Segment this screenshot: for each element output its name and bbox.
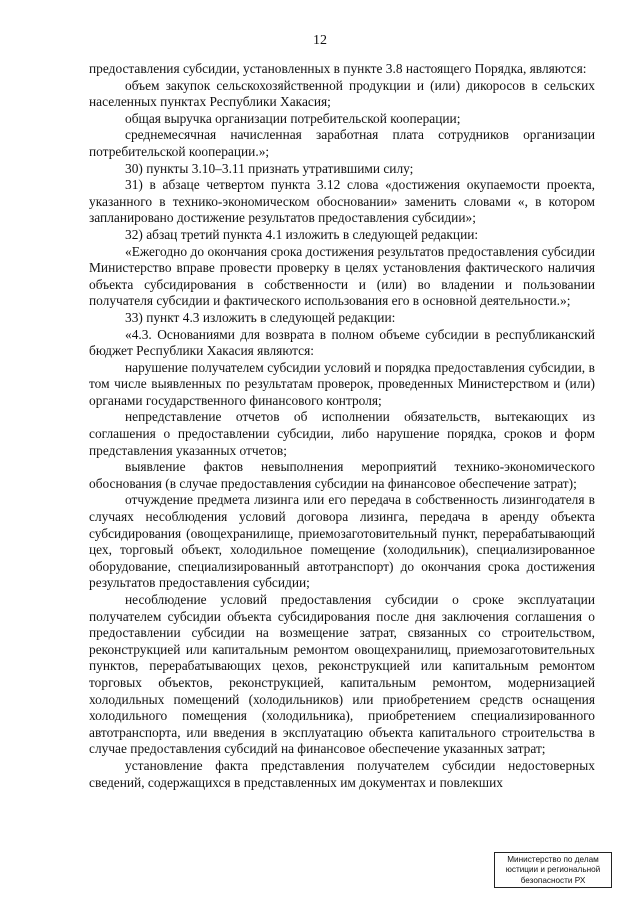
paragraph-12: непредставление отчетов об исполнении обязательств, вытекающих из соглашения о предоставлении субсидии, либо нарушение порядка, сроков и форм представления указанных отчетов; bbox=[89, 409, 595, 458]
page-number: 12 bbox=[313, 33, 327, 48]
stamp-line-2: юстиции и региональной bbox=[505, 865, 601, 875]
paragraph-3: общая выручка организации потребительской кооперации; bbox=[125, 110, 461, 126]
stamp-line-3: безопасности РХ bbox=[520, 875, 586, 885]
ministry-stamp bbox=[494, 852, 612, 888]
paragraph-14: отчуждение предмета лизинга или его передача в собственность лизингодателя в случаях несоблюдения условий договора лизинга, передача в аренду объекта субсидирования (овощехранилище, приемозаготовительный пункт, перерабатывающий цех, торговый объект, холодильное помещение (холодильник), специализированное оборудование, специализированный автотранспорт) до окончания срока достижения результатов предоставления субсидии; bbox=[89, 492, 595, 591]
paragraph-4: среднемесячная начисленная заработная плата сотрудников организации потребительской кооперации.»; bbox=[89, 127, 595, 159]
paragraph-2: объем закупок сельскохозяйственной продукции и (или) дикоросов в сельских населенных пунктах Республики Хакасия; bbox=[89, 77, 595, 110]
document-body bbox=[89, 61, 595, 791]
stamp-line-1: Министерство по делам bbox=[507, 855, 599, 864]
paragraph-11: нарушение получателем субсидии условий и порядка предоставления субсидии, в том числе выявленных по результатам проверок, проведенных Министерством и (или) органами государственного финансового контроля; bbox=[89, 359, 595, 408]
paragraph-1: предоставления субсидии, установленных в пункте 3.8 настоящего Порядка, являются: bbox=[89, 61, 587, 76]
paragraph-9: 33) пункт 4.3 изложить в следующей редакции: bbox=[125, 309, 396, 325]
paragraph-5: 30) пункты 3.10–3.11 признать утратившими силу; bbox=[125, 160, 414, 176]
paragraph-6: 31) в абзаце четвертом пункта 3.12 слова «достижения окупаемости проекта, указанного в технико-экономическом обосновании» заменить словами «, в котором запланировано достижение результатов предоставления субсидии»; bbox=[89, 177, 595, 226]
paragraph-16: установление факта представления получателем субсидии недостоверных сведений, содержащихся в представленных им документах и повлекших bbox=[89, 757, 595, 790]
paragraph-13: выявление фактов невыполнения мероприятий технико-экономического обоснования (в случае предоставления субсидии на финансовое обеспечение затрат); bbox=[89, 459, 595, 491]
paragraph-8: «Ежегодно до окончания срока достижения результатов предоставления субсидии Министерство вправе провести проверку в целях установления фактического наличия объекта субсидирования в собственности и (или) во владении и пользовании получателя субсидии и фактического использования его в основной деятельности.»; bbox=[89, 243, 595, 309]
paragraph-10: «4.3. Основаниями для возврата в полном объеме субсидии в республиканский бюджет Республики Хакасия являются: bbox=[89, 326, 595, 359]
paragraph-15: несоблюдение условий предоставления субсидии о сроке эксплуатации получателем субсидии объекта субсидирования после дня заключения соглашения о предоставлении субсидии на возмещение затрат, связанных со строительством, реконструкцией или капитальным ремонтом овощехранилищ, приемозаготовительных пунктов, перерабатывающих цехов, реконструкцией или капитальным ремонтом торговых объектов, реконструкцией, капитальным ремонтом, модернизацией холодильных помещений (холодильников) или приобретением средств оснащения холодильного помещения (холодильника), приобретением специализированного автотранспорта, или введения в эксплуатацию объекта капитального строительства в случае предоставления субсидий на финансовое обеспечение указанных затрат; bbox=[89, 592, 595, 757]
paragraph-7: 32) абзац третий пункта 4.1 изложить в следующей редакции: bbox=[125, 226, 479, 242]
